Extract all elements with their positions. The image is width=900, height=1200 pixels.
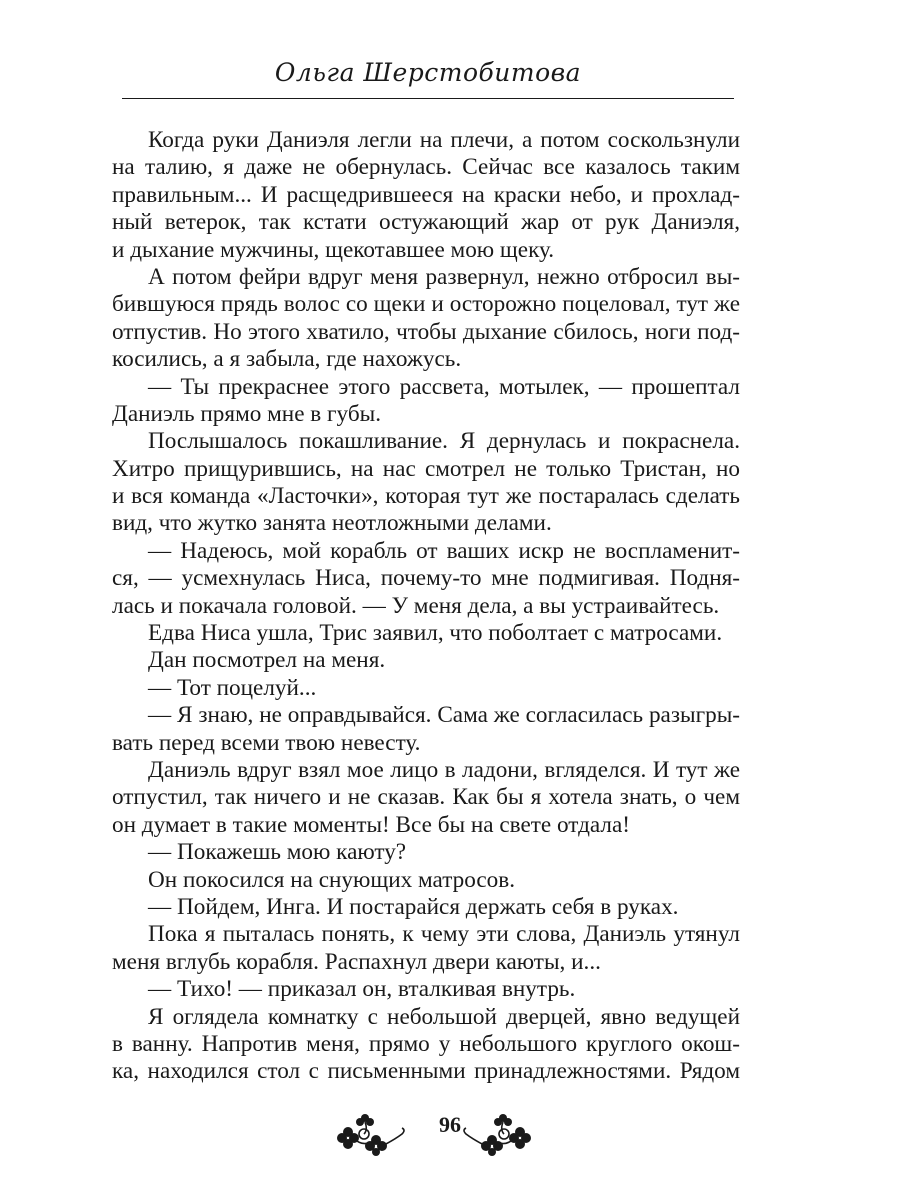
clover-flourish-icon: [456, 1104, 536, 1156]
text-line: ка, находился стол с письменными принадлежностями. Рядом: [112, 1058, 740, 1085]
text-line: отпустив. Но этого хватило, чтобы дыхание сбилось, ноги под-: [112, 318, 740, 345]
text-line: Когда руки Даниэля легли на плечи, а потом соскользнули: [148, 127, 740, 153]
text-line: Хитро прищурившись, на нас смотрел не только Тристан, но: [112, 455, 740, 482]
text-line: бившуюся прядь волос со щеки и осторожно поцеловал, тут же: [112, 291, 740, 318]
text-line: Дан посмотрел на меня.: [148, 647, 386, 674]
text-line: Даниэль вдруг взял мое лицо в ладони, вгляделся. И тут же: [148, 756, 740, 783]
text-line: меня вглубь корабля. Распахнул двери каюты, и...: [112, 948, 601, 975]
text-line: — Пойдем, Инга. И постарайся держать себя в руках.: [148, 893, 679, 920]
page-number: 96: [439, 1112, 461, 1137]
text-line: вид, что жутко занята неотложными делами.: [112, 510, 552, 537]
text-line: — Надеюсь, мой корабль от ваших искр не воспламенит-: [148, 537, 740, 564]
text-line: — Ты прекраснее этого рассвета, мотылек, — прошептал: [148, 373, 740, 400]
text-line: отпустил, так ничего и не сказав. Как бы я хотела знать, о чем: [112, 784, 740, 811]
text-line: он думает в такие моменты! Все бы на свете отдала!: [112, 811, 630, 838]
text-line: ный ветерок, так кстати остужающий жар от рук Даниэля,: [112, 209, 740, 236]
text-line: Я оглядела комнатку с небольшой дверцей, явно ведущей: [148, 1003, 740, 1030]
text-line: на талию, я даже не обернулась. Сейчас все казалось таким: [112, 154, 740, 181]
text-line: правильным... И расщедрившееся на краски небо, и прохлад-: [112, 181, 740, 208]
text-line: вать перед всеми твою невесту.: [112, 729, 421, 756]
text-line: — Покажешь мою каюту?: [148, 839, 407, 866]
body-text: [112, 127, 740, 1086]
page-footer: [0, 1104, 900, 1164]
text-line: ся, — усмехнулась Ниса, почему-то мне подмигивая. Подня-: [112, 565, 740, 592]
text-line: Даниэль прямо мне в губы.: [112, 400, 382, 427]
header-rule: [122, 98, 734, 99]
text-line: Пока я пыталась понять, к чему эти слова, Даниэль утянул: [148, 921, 740, 948]
text-line: и дыхание мужчины, щекотавшее мою щеку.: [112, 236, 555, 263]
text-line: Едва Ниса ушла, Трис заявил, что поболтает с матросами.: [148, 620, 723, 647]
author-name: Ольга Шерстобитова: [274, 58, 582, 87]
text-line: — Тот поцелуй...: [148, 674, 317, 701]
text-line: лась и покачала головой. — У меня дела, а вы устраивайтесь.: [112, 592, 720, 619]
text-line: А потом фейри вдруг меня развернул, нежно отбросил вы-: [148, 263, 740, 290]
text-line: Он покосился на снующих матросов.: [148, 866, 516, 893]
text-line: косились, а я забыла, где нахожусь.: [112, 346, 462, 373]
text-line: в ванну. Напротив меня, прямо у небольшого круглого окош-: [112, 1030, 740, 1057]
text-line: — Я знаю, не оправдывайся. Сама же согласилась разыгры-: [148, 702, 740, 729]
text-line: — Тихо! — приказал он, вталкивая внутрь.: [148, 976, 576, 1003]
text-line: Послышалось покашливание. Я дернулась и покраснела.: [148, 428, 740, 455]
running-header: [122, 56, 734, 104]
text-line: и вся команда «Ласточки», которая тут же постаралась сделать: [112, 483, 740, 510]
